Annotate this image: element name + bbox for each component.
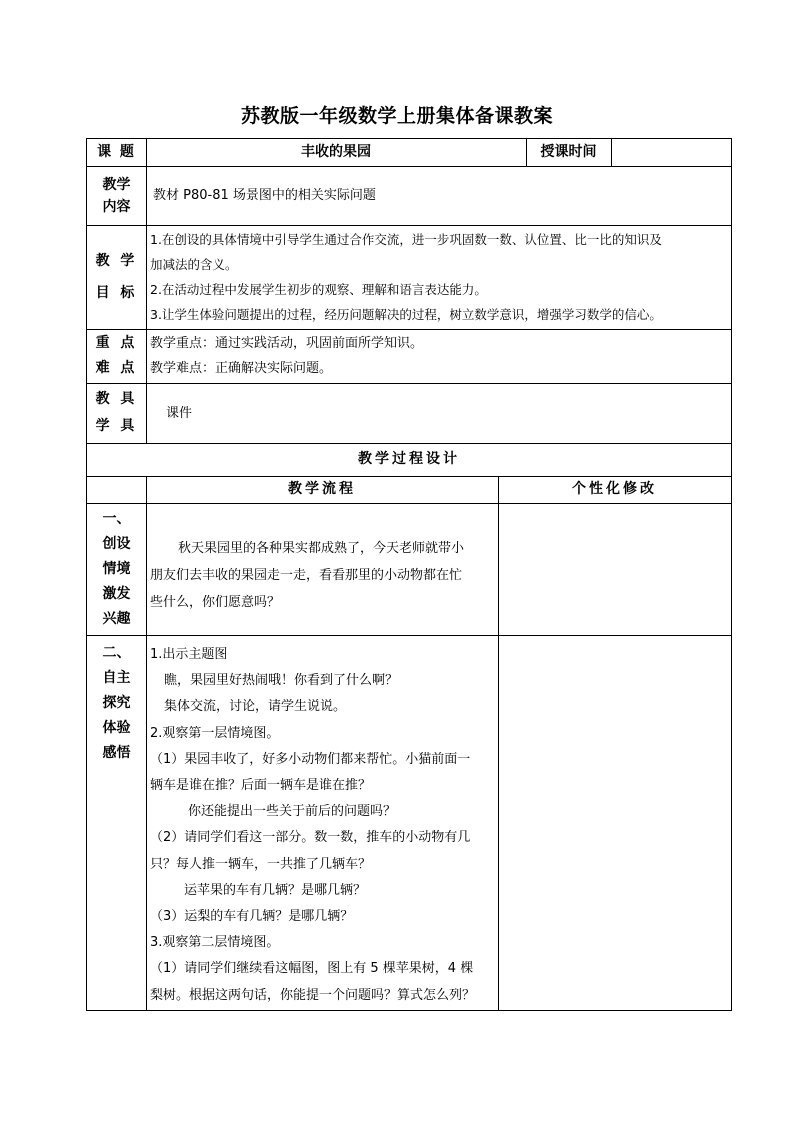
stage2-label [87,635,146,775]
stage2-text [150,642,496,1012]
goals-line-3: 2.在活动过程中发展学生初步的观察、理解和语言表达能力。 [150,282,487,297]
tools-value: 课件 [166,405,193,421]
section-header: 教学过程设计 [358,451,460,467]
stage1-line-3: 些什么，你们愿意吗？ [150,595,281,610]
stage1-label-line-3: 情境 [102,560,131,577]
content-label-line-2: 内容 [102,198,131,215]
stage2-line-9: 只？每人推一辆车，一共推了几辆车？ [150,856,372,872]
stage2-line-4: 2.观察第一层情境图。 [150,725,280,741]
stage1-line-2: 朋友们去丰收的果园走一走，看看那里的小动物都在忙 [150,568,463,583]
key-label-line-1: 重 点 [95,335,138,351]
tools-label-line-1: 教 具 [95,391,138,407]
stage1-text [150,535,496,625]
stage2-line-14: 梨树。根据这两句话，你能提一个问题吗？算式怎么列？ [150,987,476,1003]
stage1-line-1: 秋天果园里的各种果实都成熟了，今天老师就带小 [178,541,465,556]
goals-line-1: 1.在创设的具体情境中引导学生通过合作交流，进一步巩固数一数、认位置、比一比的知识及 [150,232,662,247]
stage2-line-2: 瞧，果园里好热闹哦！你看到了什么啊？ [164,673,399,689]
stage1-label-line-5: 兴趣 [102,610,131,627]
stage2-line-5: （1）果园丰收了，好多小动物们都来帮忙。小猫前面一 [150,751,471,767]
stage2-label-line-1: 二、 [102,645,131,661]
difficult-point: 教学难点：正确解决实际问题。 [150,361,333,376]
key-point: 教学重点：通过实践活动，巩固前面所学知识。 [150,336,424,351]
stage1-label-line-2: 创设 [102,535,131,552]
stage1-label [87,503,146,635]
stage2-line-13: （1）请同学们继续看这幅图，图上有 5 棵苹果树，4 棵 [150,961,474,977]
stage2-label-line-5: 感悟 [102,745,131,761]
goals-line-4: 3.让学生体验问题提出的过程，经历问题解决的过程，树立数学意识，增强学习数学的信心。 [150,307,662,322]
stage2-label-line-2: 自主 [102,670,131,686]
key-points-text [150,331,720,381]
stage2-line-10: 运苹果的车有几辆？是哪几辆？ [184,882,367,898]
stage2-label-line-3: 探究 [102,695,131,711]
content-label [87,166,146,225]
lesson-plan-table [86,138,732,1011]
stage2-line-6: 辆车是谁在推？后面一辆车是谁在推？ [150,778,372,794]
tools-label [87,383,146,443]
modification-column-header: 个性化修改 [572,481,657,497]
stage2-line-8: （2）请同学们看这一部分。数一数，推车的小动物有几 [150,830,471,846]
flow-column-header: 教学流程 [288,481,356,497]
time-value [611,139,731,166]
time-label: 授课时间 [540,144,597,160]
goals-text [150,227,731,327]
key-points-label [87,329,146,383]
stage2-line-7: 你还能提出一些关于前后的问题吗？ [188,804,397,820]
goals-label-line-2: 目 标 [95,285,138,301]
stage1-label-line-1: 一、 [102,510,131,527]
document-title: 苏教版一年级数学上册集体备课教案 [240,105,553,127]
tools-label-line-2: 学 具 [95,418,138,434]
key-label-line-2: 难 点 [95,360,138,376]
stage2-line-12: 3.观察第二层情境图。 [150,935,280,951]
goals-label [87,225,146,329]
goals-label-line-1: 教 学 [95,253,138,269]
stage2-line-1: 1.出示主题图 [150,647,228,662]
content-label-line-1: 教学 [102,176,131,193]
stage2-label-line-4: 体验 [102,720,131,736]
stage1-label-line-4: 激发 [102,585,131,602]
content-value: 教材 P80-81 场景图中的相关实际问题 [153,188,376,203]
stage2-line-11: （3）运梨的车有几辆？是哪几辆？ [150,909,354,925]
goals-line-2: 加减法的含义。 [150,257,238,272]
stage2-line-3: 集体交流，讨论，请学生说说。 [164,699,347,715]
topic-value: 丰收的果园 [301,144,371,160]
topic-label: 课 题 [97,144,136,160]
